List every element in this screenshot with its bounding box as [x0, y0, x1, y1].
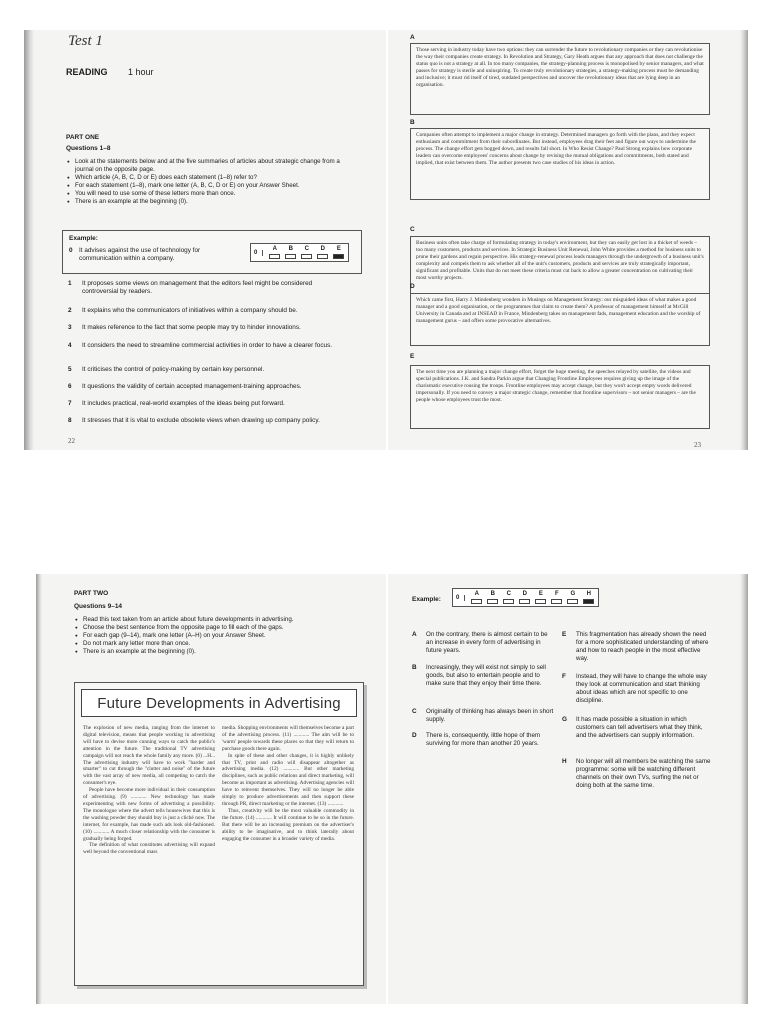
statement-number: 2 [68, 307, 72, 314]
article-paragraph: Thus, creativity will be the most valuable commodity in the future. (14) ............ It will continue to be so in the future. But there will be an increasing premium on the advertiser's ability to be imaginative, and to think laterally about engaging the consumer in a broader variety of media. [222, 807, 354, 842]
option-letter: C [412, 708, 417, 715]
summary-text: The next time you are planning a major change effort, forget the huge meeting, the speeches relayed by satellite, the videos and special publications. J.K. and Sandra Parkin argue that Changing Frontline Employees requires giving up the image of the charismatic executive rousing the troops. Frontline employees may accept change, but they won't accept empty words delivered impersonally. If you need to convey a major strategic change, remember that frontline supervisors – not senior managers – are the people whose employees trust the most. [416, 369, 696, 403]
summary-text: Which came first, Harry J. Mindenberg wonders in Musings on Management Strategy: our misguided ideas of what makes a good manager and a good organisation, or the programmes that claim to create them? A professor of management himself at McGill University in Canada and at INSEAD in France, Mindenberg takes on management fads, management education and the worship of management gurus – and offers some provocative alternatives. [416, 297, 701, 324]
option-letter: B [412, 664, 417, 671]
summary-box [410, 365, 710, 429]
statement-text: It stresses that it is vital to exclude obsolete views when drawing up company policy. [82, 417, 320, 424]
example-label: Example: [412, 596, 441, 603]
page-number: 23 [694, 441, 701, 449]
statement-text: It questions the validity of certain accepted management-training approaches. [82, 383, 302, 390]
answer-letter-d: D [317, 246, 328, 259]
statement-number: 7 [68, 400, 72, 407]
option-text: On the contrary, there is almost certain to be an increase in every form of advertising in future years. [426, 631, 548, 654]
answer-bubble [317, 254, 328, 259]
statement-text: It includes practical, real-world examples of the ideas being put forward. [82, 400, 285, 407]
statement-text: It explains who the communicators of initiatives within a company should be. [82, 307, 298, 314]
example-label: Example: [69, 235, 98, 242]
instruction-item: ● Choose the best sentence from the opposite page to fill each of the gaps. [83, 624, 353, 632]
answer-bubble [285, 254, 296, 259]
statement-text: It criticises the control of policy-making by certain key personnel. [82, 366, 265, 373]
answer-grid-example [452, 588, 599, 607]
option-text: There is, consequently, little hope of them surviving for more than another 20 years. [426, 732, 541, 747]
answer-bubble [301, 254, 312, 259]
summary-label: A [410, 34, 415, 41]
answer-letter-b: B [285, 246, 296, 259]
page-gutter [36, 574, 42, 1004]
article-paragraph: The explosion of new media, ranging from the internet to digital television, means that people working in advertising will have to devise more cunning ways to catch the public's attention in the future. The traditional TV advertising campaign will not reach the whole family any more. (0) ...H... The advertising industry will have to work "harder and smarter" to cut through the "clutter and noise" of the future with the vast array of new media, all competing to catch the consumer's eye. [83, 725, 215, 787]
summary-label: D [410, 283, 415, 290]
statement-text: It makes reference to the fact that some people may try to hinder innovations. [82, 324, 301, 331]
section-label: READING [66, 67, 108, 77]
answer-letter-e: E [535, 591, 546, 604]
example-statement: It advises against the use of technology for communication within a company. [79, 247, 201, 262]
summary-box [410, 128, 710, 200]
page-22 [24, 30, 386, 450]
page-options [388, 574, 748, 1004]
answer-bubble [551, 599, 562, 604]
option-letter: H [562, 758, 567, 765]
part-heading: PART ONE [66, 134, 100, 141]
answer-letters [471, 591, 594, 604]
answer-letters [269, 246, 344, 259]
example-number: 0 [69, 247, 73, 254]
answer-letter-h: H [583, 591, 594, 604]
article-column-1 [83, 725, 215, 856]
instruction-item: ● For each gap (9–14), mark one letter (A–H) on your Answer Sheet. [83, 632, 353, 640]
answer-bubble [503, 599, 514, 604]
answer-bubble [567, 599, 578, 604]
answer-bubble [519, 599, 530, 604]
answer-letter-g: G [567, 591, 578, 604]
article-paragraph: People have become more individual in their consumption of advertising. (9) ............ New technology has made experimenting with new forms of advertising a possibility. The monologue where the advert tells housewives that this is the washing powder they should buy is just a cliché now. The internet, for example, has made such ads look old-fashioned. (10) ............ A much closer relationship with the consumer is gradually being forged. [83, 787, 215, 842]
article-title-box [81, 689, 357, 717]
answer-letter-c: C [503, 591, 514, 604]
instruction-item: ● There is an example at the beginning (0). [83, 648, 353, 656]
option-letter: E [562, 631, 567, 638]
answer-letter-f: F [551, 591, 562, 604]
article-paragraph: media. Shopping environments will themselves become a part of the advertising process. (11) ............ The aim will be to 'warm' people towards these places so that they will return to purchase goods there again. [222, 725, 354, 752]
answer-bubble [269, 254, 280, 259]
option-text: Increasingly, they will exist not simply to sell goods, but also to entertain people and to make sure that they enjoy their time there. [426, 664, 546, 687]
questions-range: Questions 9–14 [74, 603, 123, 610]
statement-number: 6 [68, 383, 72, 390]
answer-grid-number: 0 [456, 595, 465, 601]
statement-text: It considers the need to streamline commercial activities in order to have a clearer focus. [82, 342, 333, 349]
instruction-item: ● Look at the statements below and at the five summaries of articles about strategic change from a journal on the opposite page. [75, 158, 345, 174]
answer-bubble [471, 599, 482, 604]
part-heading: PART TWO [74, 590, 109, 597]
summary-text: Business units often take charge of formulating strategy in today's environment, but they can easily get lost in a thicket of weeds – too many customers, products and services. In Strategic Business Unit Renewal, John White provides a method for business units to prune their gardens and regain perspective. His strategy-renewal process leads managers through the undergrowth of a business unit's complexity and compels them to ask whether all of the unit's customers, products and services are truly strategically important, significant and profitable. Units that do not meet these criteria must cut back to allow a greater concentration on cultivating their most worthy projects. [416, 240, 704, 281]
summary-label: E [410, 353, 415, 360]
option-text: No longer will all members be watching the same programme: some will be watching different channels on their own TVs, surfing the net or doing both at the same time. [576, 758, 711, 789]
article-title: Future Developments in Advertising [97, 694, 341, 712]
test-title: Test 1 [68, 33, 103, 49]
section-heading [66, 67, 154, 77]
statement-text: It proposes some views on management that the editors feel might be considered controversial by readers. [82, 280, 313, 296]
page-gutter [740, 574, 748, 1004]
answer-letter-a: A [269, 246, 280, 259]
summary-box [410, 293, 710, 346]
answer-bubble [583, 599, 594, 604]
option-text: This fragmentation has already shown the need for a more sophisticated understanding of where and how to reach people in the most effective way. [576, 631, 709, 662]
statement-number: 4 [68, 342, 72, 349]
instructions-list [74, 616, 353, 656]
option-letter: D [412, 732, 417, 739]
answer-letter-b: B [487, 591, 498, 604]
statement-number: 5 [68, 366, 72, 373]
answer-bubble [487, 599, 498, 604]
answer-letter-e: E [333, 246, 344, 259]
instruction-item: ● You will need to use some of these letters more than once. [75, 190, 345, 198]
page-part-two [36, 574, 386, 1004]
page-gutter [740, 30, 748, 450]
option-text: Instead, they will have to change the whole way they look at communication and start thinking about ideas which are not specific to one discipline. [576, 673, 707, 704]
article-paragraph: The definition of what constitutes advertising will expand well beyond the conventional mass [83, 842, 215, 856]
answer-letter-c: C [301, 246, 312, 259]
answer-bubble [535, 599, 546, 604]
answer-letter-d: D [519, 591, 530, 604]
page-number: 22 [68, 437, 75, 445]
instruction-item: ● Read this text taken from an article about future developments in advertising. [83, 616, 353, 624]
summary-text: Companies often attempt to implement a major change in strategy. Determined managers go forth with the plans, and they expect enthusiasm and commitment from their subordinates. But instead, employees drag their feet and figure out ways to undermine the process. The change effort gets bogged down, and results fall short. In Who Resist Change? Paul Strong explains how corporate leaders can overcome employees' concerns about change by revising the mutual obligations and commitments, both stated and implied, that exist between them. The author presents two case studies of his ideas in action. [416, 132, 696, 166]
summary-label: B [410, 119, 415, 126]
article-box [74, 682, 364, 986]
option-letter: A [412, 631, 417, 638]
summary-box [410, 43, 710, 115]
statement-number: 8 [68, 417, 72, 424]
answer-grid-example [250, 243, 349, 262]
option-text: It has made possible a situation in which customers can tell advertisers what they think, and the advertisers can supply information. [576, 716, 703, 739]
example-box [62, 230, 362, 274]
summary-label: C [410, 226, 415, 233]
instruction-item: ● For each statement (1–8), mark one letter (A, B, C, D or E) on your Answer Sheet. [75, 182, 345, 190]
instruction-item: ● Which article (A, B, C, D or E) does each statement (1–8) refer to? [75, 174, 345, 182]
option-letter: F [562, 673, 566, 680]
answer-letter-a: A [471, 591, 482, 604]
option-letter: G [562, 716, 567, 723]
instructions-list [66, 158, 345, 206]
answer-grid-number: 0 [254, 250, 263, 256]
instruction-item: ● There is an example at the beginning (0). [75, 198, 345, 206]
summary-text: Those serving in industry today have two options: they can surrender the future to revolutionary companies or they can revolutionise the way their companies create strategy. In Revolution and Strategy, Gary Heath argues that any approach that does not challenge the status quo is not a strategy at all. In too many companies, the strategy-planning process is monopolised by senior managers, and what passes for strategy is sterile and uninspiring. To create truly revolutionary strategies, a strategy-making process must be demanding and inclusive; it must rid itself of tired, outdated perspectives and uncover the revolutionary ideas that are lying deep in an organisation. [416, 47, 704, 88]
option-text: Originality of thinking has always been in short supply. [426, 708, 554, 723]
article-paragraph: In spite of these and other changes, it is highly unlikely that TV, print and radio will disappear altogether as advertising media. (12) ............ But other marketing disciplines, such as public relations and direct marketing, will become as important as advertising. Advertising agencies will have to reinvent themselves. They will no longer be able simply to produce advertisements and then support these through PR, direct marketing or the internet. (13) ............ [222, 752, 354, 807]
page-gutter [24, 30, 34, 450]
article-column-2 [222, 725, 354, 842]
statement-number: 3 [68, 324, 72, 331]
answer-bubble [333, 254, 344, 259]
page-23 [388, 30, 748, 450]
instruction-item: ● Do not mark any letter more than once. [83, 640, 353, 648]
statement-number: 1 [68, 280, 72, 287]
duration-label: 1 hour [128, 67, 154, 77]
questions-range: Questions 1–8 [66, 145, 111, 152]
